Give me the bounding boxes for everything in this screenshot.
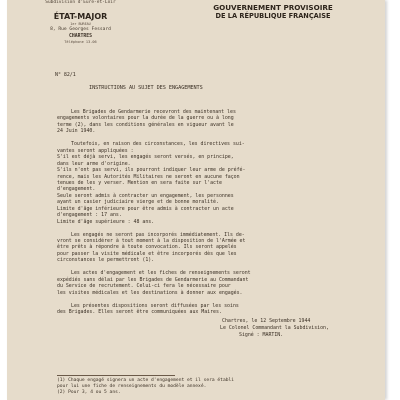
body-line: terme (2), dans les conditions générales en vigueur avant le bbox=[57, 121, 234, 128]
letterhead-left bbox=[13, 0, 148, 46]
signature-place-date: Chartres, le 12 Septembre 1944 bbox=[222, 318, 311, 324]
body-line: vront se considérer à tout moment à la disposition de l'Armée et bbox=[57, 238, 246, 244]
city-line: CHARTRES bbox=[68, 33, 93, 39]
body-line: Les actes d'engagement et les fiches de renseignements seront bbox=[71, 270, 251, 277]
body-line: Limite d'âge supérieure : 48 ans. bbox=[57, 218, 155, 225]
body-line: ayant un casier judiciaire vierge et de bonne moralité. bbox=[57, 199, 219, 206]
body-line: pour passer la visite médicale et être incorporés dès que les bbox=[57, 250, 237, 257]
body-line: circonstances le permettront (1). bbox=[57, 257, 155, 264]
body-line: Les Brigades de Gendarmerie recevront des maintenant les bbox=[71, 109, 236, 115]
body-line: S'il est déjà servi, les engagés seront versés, en principe, bbox=[57, 154, 234, 161]
subdivision-line: Subdivision d'Eure-et-Loir bbox=[45, 0, 116, 5]
body-line: Seule seront admis à contracter un engagement, les personnes bbox=[57, 192, 234, 199]
body-line: 24 Juin 1940. bbox=[57, 128, 96, 135]
body-line: engagements volontaires pour la durée de la guerre ou à long bbox=[57, 115, 234, 122]
bureau-line: 1er BUREAU bbox=[70, 22, 91, 26]
etat-major-heading: ÉTAT-MAJOR bbox=[53, 12, 108, 21]
body-line: les visites médicales et les destinations à donner aux engagés. bbox=[57, 289, 243, 296]
signature-officer: Le Colonel Commandant la Subdivision, bbox=[220, 325, 329, 331]
body-line: être prêts à répondre à toute convocation. Ils seront appelés bbox=[57, 244, 237, 251]
body-line: S'ils n'ont pas servi, ils pourront indiquer leur arme de préfé- bbox=[57, 167, 246, 174]
body-line: Les présentes dispositions seront diffusées par les soins bbox=[71, 302, 239, 309]
body-line: Les engagés ne seront pas incorporés immédiatement. Ils de- bbox=[71, 231, 245, 238]
body-line: d'engagement : 17 ans. bbox=[57, 212, 122, 219]
reference-number: N° 82/1 bbox=[55, 72, 76, 78]
letterhead-right bbox=[185, 0, 361, 21]
body-line: rence, mais les Autorités Militaires ne seront en aucune façon bbox=[57, 173, 240, 180]
body-line: expédiés sans délai par les Brigades de Gendarmerie au Commandant bbox=[57, 276, 249, 283]
footnote-line: (1) Chaque engagé signera un acte d'engagement et il sera établi bbox=[57, 378, 235, 383]
body-line: Limite d'âge inférieure pour être admis à contracter un acte bbox=[57, 205, 234, 212]
body-line: Toutefois, en raison des circonstances, les directives sui- bbox=[71, 141, 245, 148]
republic-heading: DE LA RÉPUBLIQUE FRANÇAISE bbox=[215, 12, 331, 20]
telephone-line: Téléphone 13-06 bbox=[64, 40, 97, 44]
body-line: d'engagement. bbox=[57, 186, 96, 193]
signature-name: Signé : MARTIN. bbox=[239, 332, 284, 338]
body-line: tenues de les y verser. Mention en sera faite sur l'acte bbox=[57, 179, 222, 186]
body-line: dans leur arme d'origine. bbox=[57, 160, 131, 167]
footnote-line: (2) Pour 3, 4 ou 5 ans. bbox=[57, 390, 121, 395]
body-line: vantes seront appliquées : bbox=[57, 147, 134, 154]
document-page bbox=[7, 0, 385, 400]
document-title: INSTRUCTIONS AU SUJET DES ENGAGEMENTS bbox=[89, 85, 203, 91]
body-line: du Service de recrutement. Celui-ci fera le nécessaire pour bbox=[57, 283, 231, 290]
address-line: 8, Rue Georges Fessard bbox=[50, 27, 111, 32]
government-heading: GOUVERNEMENT PROVISOIRE bbox=[213, 3, 333, 12]
footnote-rule bbox=[57, 375, 175, 376]
body-line: des Brigades. Elles seront être communiquées aux Maires. bbox=[57, 308, 222, 315]
footnote-line: pour lui une fiche de renseignements du modèle annexé. bbox=[57, 384, 207, 389]
